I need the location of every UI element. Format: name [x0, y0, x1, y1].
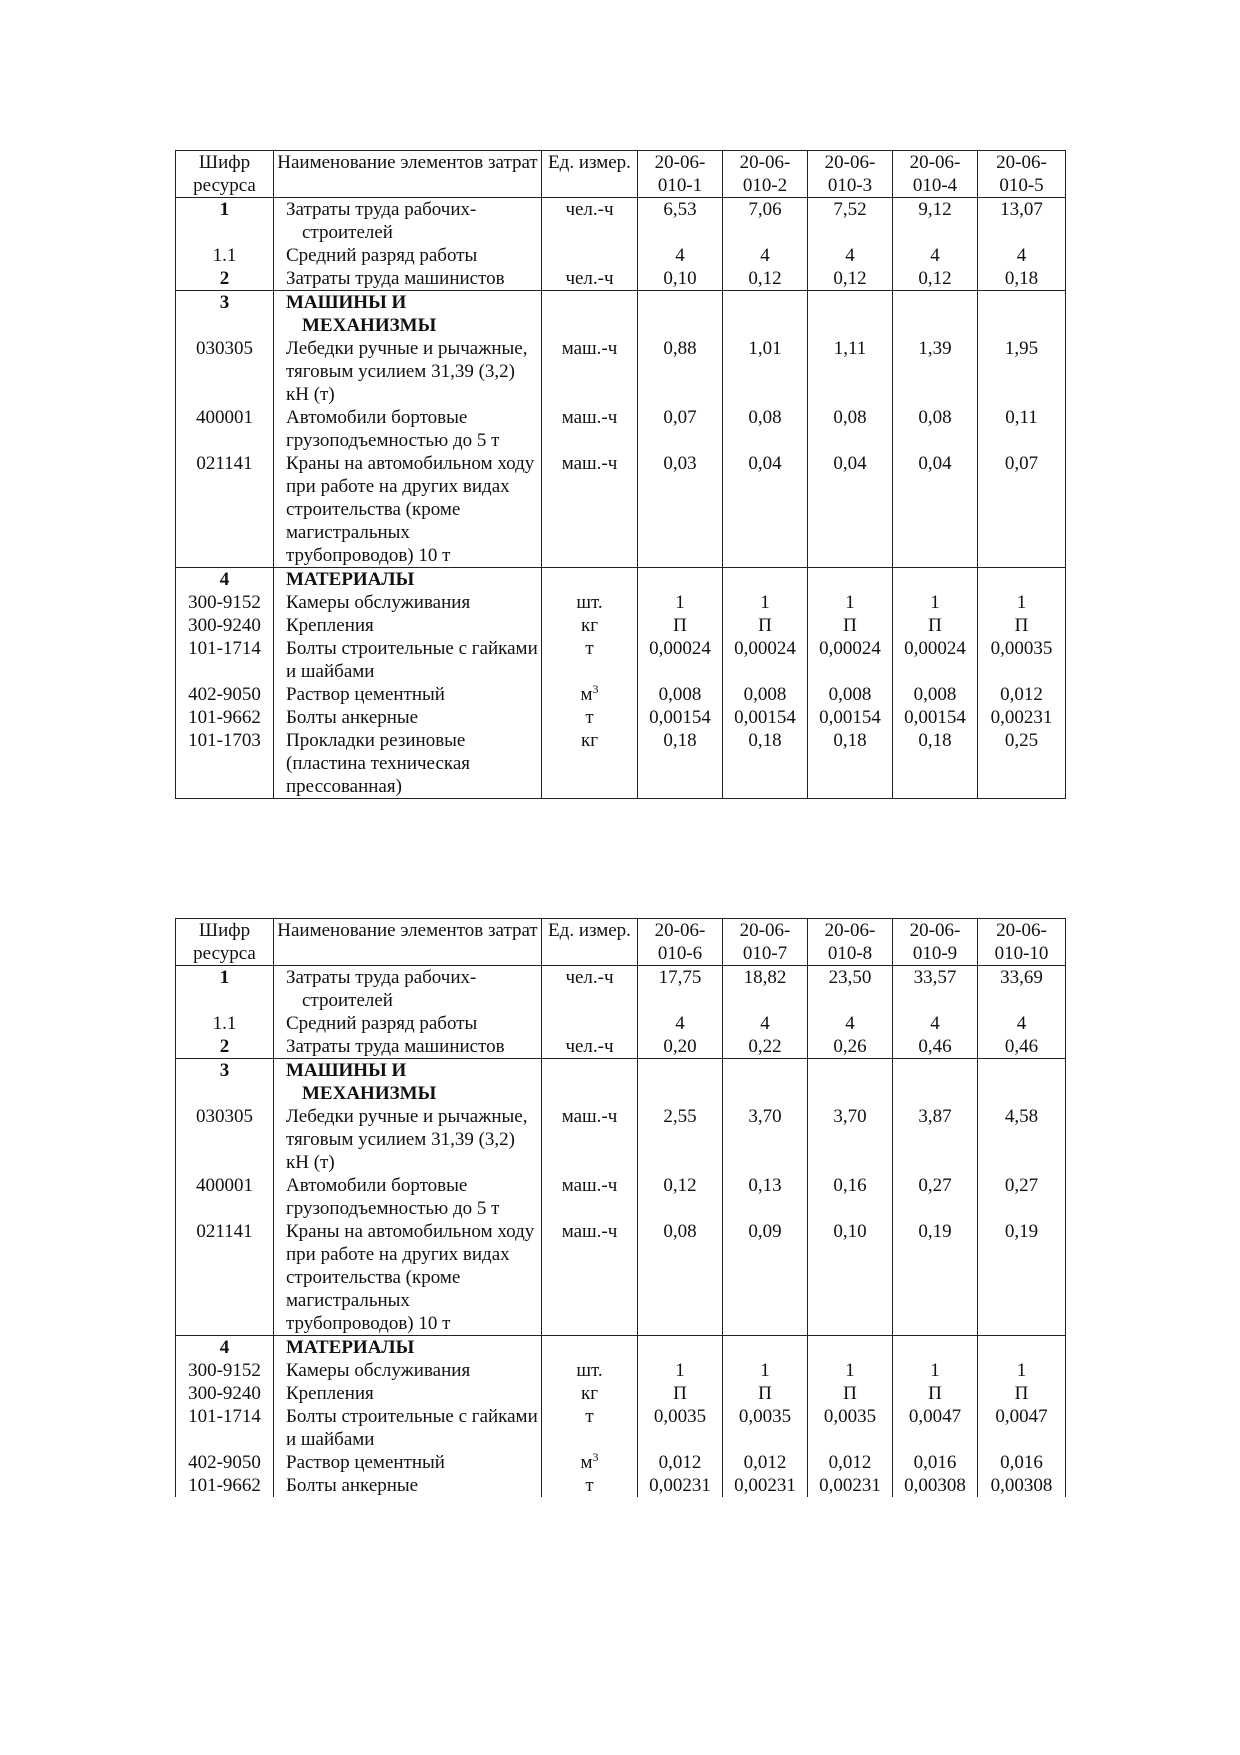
table-row — [176, 1174, 1066, 1220]
header-row — [176, 919, 1066, 966]
resource-code: 021141 — [176, 1220, 274, 1336]
cell-value: 0,00154 — [808, 706, 893, 729]
cell-value: 0,10 — [638, 267, 723, 291]
cell-value — [638, 1059, 723, 1106]
resource-code: 101-1703 — [176, 729, 274, 799]
cell-value: 0,12 — [808, 267, 893, 291]
cell-value: 0,20 — [638, 1035, 723, 1059]
table-row — [176, 1105, 1066, 1174]
resource-code: 1.1 — [176, 244, 274, 267]
table-row — [176, 729, 1066, 799]
cell-value — [893, 291, 978, 338]
cell-value: 0,00308 — [978, 1474, 1066, 1497]
resource-unit: т — [542, 706, 638, 729]
cell-value: 4 — [723, 1012, 808, 1035]
resource-name: Средний разряд работы — [274, 1012, 542, 1035]
cell-value: 0,04 — [808, 452, 893, 568]
cell-value: 0,00024 — [723, 637, 808, 683]
section-row — [176, 568, 1066, 592]
cell-value: 1,01 — [723, 337, 808, 406]
cell-value: 3,87 — [893, 1105, 978, 1174]
resource-code: 2 — [176, 267, 274, 291]
cell-value: 0,0035 — [638, 1405, 723, 1451]
resource-name: Автомобили бортовые грузоподъемностью до 5 т — [274, 1174, 542, 1220]
resource-code: 101-1714 — [176, 637, 274, 683]
cell-value: 0,03 — [638, 452, 723, 568]
table-row — [176, 614, 1066, 637]
cell-value: 0,25 — [978, 729, 1066, 799]
cell-value: 0,18 — [808, 729, 893, 799]
cell-value: 4 — [893, 1012, 978, 1035]
cell-value: 23,50 — [808, 966, 893, 1013]
resource-name: Болты анкерные — [274, 1474, 542, 1497]
table-row — [176, 683, 1066, 706]
resource-unit: шт. — [542, 1359, 638, 1382]
cell-value: 0,012 — [638, 1451, 723, 1474]
header-column: 20-06-010-3 — [808, 151, 893, 198]
resource-unit: маш.-ч — [542, 337, 638, 406]
section-row — [176, 1059, 1066, 1106]
cell-value: 0,46 — [978, 1035, 1066, 1059]
cell-value: 2,55 — [638, 1105, 723, 1174]
table-row — [176, 1359, 1066, 1382]
cell-value: 0,008 — [723, 683, 808, 706]
cell-value — [893, 1336, 978, 1360]
cell-value: П — [808, 1382, 893, 1405]
cell-value: 1 — [808, 1359, 893, 1382]
header-code: Шифр ресурса — [176, 919, 274, 966]
resource-code: 101-1714 — [176, 1405, 274, 1451]
cell-value: 0,016 — [893, 1451, 978, 1474]
resource-code: 1 — [176, 966, 274, 1013]
cell-value — [808, 568, 893, 592]
cell-value: 0,18 — [893, 729, 978, 799]
resource-code: 402-9050 — [176, 1451, 274, 1474]
table-row — [176, 706, 1066, 729]
cell-value: 17,75 — [638, 966, 723, 1013]
cell-value: 4 — [808, 1012, 893, 1035]
cell-value: П — [893, 614, 978, 637]
resource-code: 2 — [176, 1035, 274, 1059]
cell-value: 0,0035 — [723, 1405, 808, 1451]
cell-value — [808, 1336, 893, 1360]
resource-name: Краны на автомобильном ходу при работе на других видах строительства (кроме магистральных трубопроводов) 10 т — [274, 1220, 542, 1336]
resource-name: Лебедки ручные и рычажные, тяговым усилием 31,39 (3,2) кН (т) — [274, 1105, 542, 1174]
cell-value: 0,008 — [808, 683, 893, 706]
resource-code: 300-9240 — [176, 614, 274, 637]
cell-value: 0,00308 — [893, 1474, 978, 1497]
table-row — [176, 1474, 1066, 1497]
header-name: Наименование элементов затрат — [274, 151, 542, 198]
cell-value: 1 — [638, 1359, 723, 1382]
cell-value — [638, 568, 723, 592]
cell-value — [978, 1336, 1066, 1360]
cell-value — [723, 1059, 808, 1106]
resource-unit — [542, 291, 638, 338]
cell-value: П — [808, 614, 893, 637]
resource-code: 030305 — [176, 337, 274, 406]
header-row — [176, 151, 1066, 198]
cell-value: 0,0035 — [808, 1405, 893, 1451]
resource-name: Крепления — [274, 614, 542, 637]
cell-value: 0,08 — [638, 1220, 723, 1336]
unit-base: м — [580, 1452, 593, 1473]
cell-value: 4 — [893, 244, 978, 267]
resource-name: Раствор цементный — [274, 1451, 542, 1474]
cell-value — [638, 1336, 723, 1360]
resource-unit — [542, 1012, 638, 1035]
cell-value: 0,27 — [893, 1174, 978, 1220]
cell-value: 0,0047 — [978, 1405, 1066, 1451]
resource-name: Затраты труда рабочих-строителей — [274, 198, 542, 245]
cell-value: 4 — [638, 1012, 723, 1035]
cell-value: 0,00231 — [978, 706, 1066, 729]
header-unit: Ед. измер. — [542, 919, 638, 966]
table-row — [176, 1451, 1066, 1474]
cell-value: 0,00154 — [893, 706, 978, 729]
cell-value — [893, 1059, 978, 1106]
resource-name: Затраты труда рабочих-строителей — [274, 966, 542, 1013]
table-row — [176, 637, 1066, 683]
resource-unit: чел.-ч — [542, 1035, 638, 1059]
norms-table-1 — [175, 150, 1066, 799]
cell-value: 0,012 — [808, 1451, 893, 1474]
header-column: 20-06-010-2 — [723, 151, 808, 198]
resource-unit: маш.-ч — [542, 1105, 638, 1174]
resource-code: 300-9240 — [176, 1382, 274, 1405]
cell-value: 0,18 — [978, 267, 1066, 291]
cell-value: 4 — [638, 244, 723, 267]
cell-value — [978, 568, 1066, 592]
cell-value: 0,00231 — [723, 1474, 808, 1497]
cell-value — [723, 568, 808, 592]
resource-code: 300-9152 — [176, 591, 274, 614]
resource-unit: маш.-ч — [542, 1220, 638, 1336]
resource-code: 3 — [176, 291, 274, 338]
cell-value: 0,12 — [638, 1174, 723, 1220]
resource-code: 1 — [176, 198, 274, 245]
cell-value: 0,08 — [723, 406, 808, 452]
cell-value: 0,012 — [723, 1451, 808, 1474]
resource-code: 400001 — [176, 406, 274, 452]
resource-code: 4 — [176, 1336, 274, 1360]
header-column: 20-06-010-4 — [893, 151, 978, 198]
header-column: 20-06-010-6 — [638, 919, 723, 966]
table-row — [176, 1220, 1066, 1336]
cell-value: 7,06 — [723, 198, 808, 245]
resource-code: 101-9662 — [176, 706, 274, 729]
cell-value: 0,00024 — [638, 637, 723, 683]
cell-value: 3,70 — [808, 1105, 893, 1174]
cell-value: 0,00154 — [638, 706, 723, 729]
table-row — [176, 198, 1066, 245]
cell-value: 1,95 — [978, 337, 1066, 406]
section-title: МАТЕРИАЛЫ — [274, 1336, 542, 1360]
resource-unit: чел.-ч — [542, 198, 638, 245]
section-title: МАШИНЫ И МЕХАНИЗМЫ — [274, 1059, 542, 1106]
cell-value: 0,46 — [893, 1035, 978, 1059]
unit-base: м — [580, 684, 593, 705]
cell-value: 0,07 — [978, 452, 1066, 568]
resource-unit — [542, 1451, 638, 1474]
resource-name: Болты анкерные — [274, 706, 542, 729]
cell-value — [723, 291, 808, 338]
cell-value: 0,88 — [638, 337, 723, 406]
cell-value: 9,12 — [893, 198, 978, 245]
cell-value: 1 — [808, 591, 893, 614]
resource-unit: маш.-ч — [542, 452, 638, 568]
resource-code: 4 — [176, 568, 274, 592]
section-row — [176, 1336, 1066, 1360]
cell-value: 1 — [723, 591, 808, 614]
cell-value: 0,11 — [978, 406, 1066, 452]
resource-code: 3 — [176, 1059, 274, 1106]
resource-code: 400001 — [176, 1174, 274, 1220]
section-row — [176, 291, 1066, 338]
cell-value: 0,13 — [723, 1174, 808, 1220]
cell-value: 1 — [723, 1359, 808, 1382]
cell-value: 0,09 — [723, 1220, 808, 1336]
cell-value: 0,12 — [893, 267, 978, 291]
cell-value — [893, 568, 978, 592]
cell-value — [723, 1336, 808, 1360]
resource-name: Лебедки ручные и рычажные, тяговым усилием 31,39 (3,2) кН (т) — [274, 337, 542, 406]
resource-code: 1.1 — [176, 1012, 274, 1035]
table-row — [176, 1035, 1066, 1059]
header-column: 20-06-010-5 — [978, 151, 1066, 198]
cell-value: 1,39 — [893, 337, 978, 406]
resource-code: 300-9152 — [176, 1359, 274, 1382]
cell-value: 6,53 — [638, 198, 723, 245]
cell-value: 4 — [978, 1012, 1066, 1035]
resource-code: 402-9050 — [176, 683, 274, 706]
resource-name: Раствор цементный — [274, 683, 542, 706]
resource-code: 101-9662 — [176, 1474, 274, 1497]
cell-value — [978, 1059, 1066, 1106]
table-row — [176, 267, 1066, 291]
cell-value: 1 — [978, 1359, 1066, 1382]
cell-value: 0,04 — [893, 452, 978, 568]
header-column: 20-06-010-9 — [893, 919, 978, 966]
cell-value: 0,18 — [723, 729, 808, 799]
cell-value: П — [978, 614, 1066, 637]
cell-value: 4 — [808, 244, 893, 267]
table-row — [176, 244, 1066, 267]
cell-value: 0,00231 — [638, 1474, 723, 1497]
cell-value: 0,016 — [978, 1451, 1066, 1474]
resource-unit — [542, 244, 638, 267]
cell-value: 0,0047 — [893, 1405, 978, 1451]
cell-value: 1 — [638, 591, 723, 614]
resource-code: 021141 — [176, 452, 274, 568]
cell-value: П — [638, 614, 723, 637]
cell-value: 13,07 — [978, 198, 1066, 245]
section-title: МАШИНЫ И МЕХАНИЗМЫ — [274, 291, 542, 338]
cell-value: 0,18 — [638, 729, 723, 799]
resource-name: Прокладки резиновые (пластина техническая прессованная) — [274, 729, 542, 799]
cell-value: 0,26 — [808, 1035, 893, 1059]
cell-value — [978, 291, 1066, 338]
header-name: Наименование элементов затрат — [274, 919, 542, 966]
cell-value: 4,58 — [978, 1105, 1066, 1174]
resource-unit: кг — [542, 729, 638, 799]
resource-unit — [542, 568, 638, 592]
resource-unit: чел.-ч — [542, 966, 638, 1013]
cell-value — [808, 1059, 893, 1106]
cell-value: 0,07 — [638, 406, 723, 452]
cell-value: 0,008 — [638, 683, 723, 706]
table-row — [176, 1382, 1066, 1405]
cell-value: 0,00035 — [978, 637, 1066, 683]
resource-name: Камеры обслуживания — [274, 591, 542, 614]
cell-value — [808, 291, 893, 338]
cell-value: 1,11 — [808, 337, 893, 406]
table-row — [176, 337, 1066, 406]
resource-name: Болты строительные с гайками и шайбами — [274, 637, 542, 683]
cell-value: 0,04 — [723, 452, 808, 568]
cell-value: 18,82 — [723, 966, 808, 1013]
cell-value: 0,16 — [808, 1174, 893, 1220]
resource-unit: кг — [542, 614, 638, 637]
table-row — [176, 1012, 1066, 1035]
table-row — [176, 966, 1066, 1013]
resource-name: Затраты труда машинистов — [274, 267, 542, 291]
section-title: МАТЕРИАЛЫ — [274, 568, 542, 592]
cell-value: 0,00024 — [893, 637, 978, 683]
cell-value: 0,00024 — [808, 637, 893, 683]
cell-value: 0,008 — [893, 683, 978, 706]
resource-unit — [542, 1059, 638, 1106]
resource-unit: маш.-ч — [542, 406, 638, 452]
resource-unit: кг — [542, 1382, 638, 1405]
cell-value: П — [723, 614, 808, 637]
resource-unit: т — [542, 1405, 638, 1451]
header-column: 20-06-010-7 — [723, 919, 808, 966]
cell-value: 0,08 — [893, 406, 978, 452]
cell-value: 0,12 — [723, 267, 808, 291]
resource-unit — [542, 683, 638, 706]
resource-unit: шт. — [542, 591, 638, 614]
cell-value: 0,19 — [893, 1220, 978, 1336]
cell-value: П — [723, 1382, 808, 1405]
table-row — [176, 591, 1066, 614]
header-unit: Ед. измер. — [542, 151, 638, 198]
cell-value: 0,10 — [808, 1220, 893, 1336]
unit-exponent: 3 — [592, 1450, 599, 1464]
resource-name: Автомобили бортовые грузоподъемностью до 5 т — [274, 406, 542, 452]
resource-unit: т — [542, 637, 638, 683]
resource-name: Болты строительные с гайками и шайбами — [274, 1405, 542, 1451]
cell-value: П — [893, 1382, 978, 1405]
table-row — [176, 452, 1066, 568]
resource-unit — [542, 1336, 638, 1360]
resource-name: Средний разряд работы — [274, 244, 542, 267]
cell-value: П — [638, 1382, 723, 1405]
norms-table-2 — [175, 918, 1066, 1497]
cell-value: 1 — [893, 591, 978, 614]
resource-name: Краны на автомобильном ходу при работе на других видах строительства (кроме магистральных трубопроводов) 10 т — [274, 452, 542, 568]
cell-value: 3,70 — [723, 1105, 808, 1174]
header-column: 20-06-010-1 — [638, 151, 723, 198]
cell-value: П — [978, 1382, 1066, 1405]
cell-value: 1 — [893, 1359, 978, 1382]
cell-value: 0,012 — [978, 683, 1066, 706]
cell-value — [638, 291, 723, 338]
cell-value: 0,27 — [978, 1174, 1066, 1220]
resource-name: Затраты труда машинистов — [274, 1035, 542, 1059]
resource-code: 030305 — [176, 1105, 274, 1174]
cell-value: 7,52 — [808, 198, 893, 245]
resource-name: Камеры обслуживания — [274, 1359, 542, 1382]
table-row — [176, 406, 1066, 452]
cell-value: 0,22 — [723, 1035, 808, 1059]
cell-value: 4 — [723, 244, 808, 267]
resource-unit: чел.-ч — [542, 267, 638, 291]
header-code: Шифр ресурса — [176, 151, 274, 198]
cell-value: 0,00231 — [808, 1474, 893, 1497]
cell-value: 0,00154 — [723, 706, 808, 729]
header-column: 20-06-010-8 — [808, 919, 893, 966]
table-row — [176, 1405, 1066, 1451]
resource-unit: т — [542, 1474, 638, 1497]
cell-value: 33,69 — [978, 966, 1066, 1013]
resource-unit: маш.-ч — [542, 1174, 638, 1220]
cell-value: 0,19 — [978, 1220, 1066, 1336]
cell-value: 1 — [978, 591, 1066, 614]
header-column: 20-06-010-10 — [978, 919, 1066, 966]
cell-value: 4 — [978, 244, 1066, 267]
cell-value: 33,57 — [893, 966, 978, 1013]
unit-exponent: 3 — [592, 682, 599, 696]
resource-name: Крепления — [274, 1382, 542, 1405]
cell-value: 0,08 — [808, 406, 893, 452]
